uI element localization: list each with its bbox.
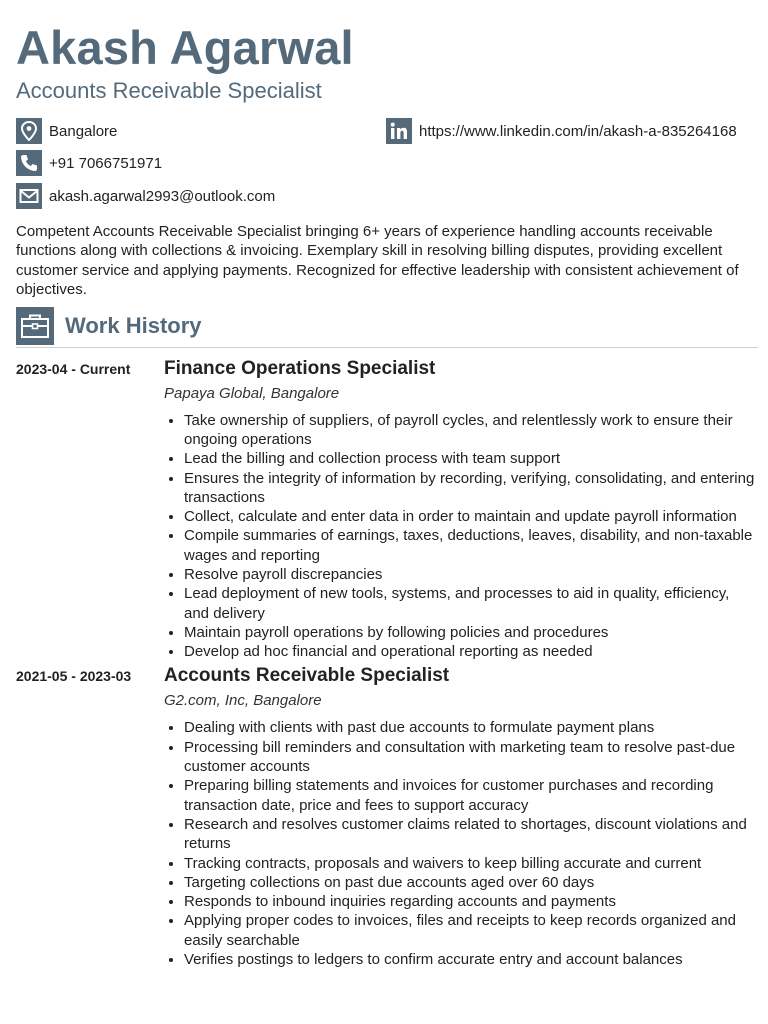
email-icon xyxy=(16,183,42,209)
location-pin-icon xyxy=(16,118,42,144)
job-company: G2.com, Inc, Bangalore xyxy=(164,692,322,710)
briefcase-icon xyxy=(16,307,54,345)
professional-summary: Competent Accounts Receivable Specialist bringing 6+ years of experience handling accounts receivable functions along with collections & invoicing. Exemplary skill in resolving billing disputes, providing excellent customer service and applying payments. Recognized for effective leadership with consistent achievement of objectives. xyxy=(16,223,739,299)
phone-text: +91 7066751971 xyxy=(49,154,163,172)
list-item: • Collect, calculate and enter data in order to maintain and update payroll information xyxy=(184,507,758,526)
list-item: • Resolve payroll discrepancies xyxy=(184,565,758,584)
contact-phone xyxy=(16,150,162,176)
list-item: • Maintain payroll operations by following policies and procedures xyxy=(184,623,758,642)
list-item: • Ensures the integrity of information by recording, verifying, consolidating, and entering transactions xyxy=(184,469,758,508)
contact-block xyxy=(16,118,758,218)
section-divider xyxy=(16,347,758,348)
work-history-header xyxy=(16,307,758,345)
email-link[interactable]: akash.agarwal2993@outlook.com xyxy=(49,187,276,205)
contact-email[interactable] xyxy=(16,183,275,209)
job-bullets xyxy=(164,718,758,969)
job-bullets xyxy=(164,411,758,662)
job-entry xyxy=(16,357,758,662)
list-item: • Compile summaries of earnings, taxes, deductions, leaves, disability, and non-taxable wages and reporting xyxy=(184,526,758,565)
list-item: • Take ownership of suppliers, of payroll cycles, and relentlessly work to ensure their ongoing operations xyxy=(184,411,758,450)
list-item: • Research and resolves customer claims related to shortages, discount violations and returns xyxy=(184,815,758,854)
linkedin-link[interactable]: https://www.linkedin.com/in/akash-a-835264168 xyxy=(419,122,737,140)
contact-location xyxy=(16,118,117,144)
job-title: Finance Operations Specialist xyxy=(164,357,436,379)
section-title: Work History xyxy=(65,312,202,338)
job-entry xyxy=(16,664,758,969)
contact-linkedin[interactable] xyxy=(386,118,737,144)
candidate-role: Accounts Receivable Specialist xyxy=(16,78,322,103)
linkedin-icon xyxy=(386,118,412,144)
list-item: • Lead the billing and collection process with team support xyxy=(184,449,758,468)
candidate-name: Akash Agarwal xyxy=(16,21,354,74)
list-item: • Preparing billing statements and invoices for customer purchases and recording transaction date, price and fees to support accuracy xyxy=(184,776,758,815)
list-item: • Tracking contracts, proposals and waivers to keep billing accurate and current xyxy=(184,854,758,873)
list-item: • Processing bill reminders and consultation with marketing team to resolve past-due customer accounts xyxy=(184,738,758,777)
phone-icon xyxy=(16,150,42,176)
list-item: • Responds to inbound inquiries regarding accounts and payments xyxy=(184,892,758,911)
list-item: • Applying proper codes to invoices, files and receipts to keep records organized and easily searchable xyxy=(184,911,758,950)
list-item: • Develop ad hoc financial and operational reporting as needed xyxy=(184,642,758,661)
location-text: Bangalore xyxy=(49,122,118,140)
job-dates: 2021-05 - 2023-03 xyxy=(16,668,132,685)
resume-page xyxy=(16,20,758,969)
job-title: Accounts Receivable Specialist xyxy=(164,665,450,687)
list-item: • Targeting collections on past due accounts aged over 60 days xyxy=(184,873,758,892)
list-item: • Lead deployment of new tools, systems, and processes to aid in quality, efficiency, and delivery xyxy=(184,584,758,623)
job-dates: 2023-04 - Current xyxy=(16,360,131,377)
job-company: Papaya Global, Bangalore xyxy=(164,384,340,402)
list-item: • Verifies postings to ledgers to confirm accurate entry and account balances xyxy=(184,950,758,969)
list-item: • Dealing with clients with past due accounts to formulate payment plans xyxy=(184,718,758,737)
